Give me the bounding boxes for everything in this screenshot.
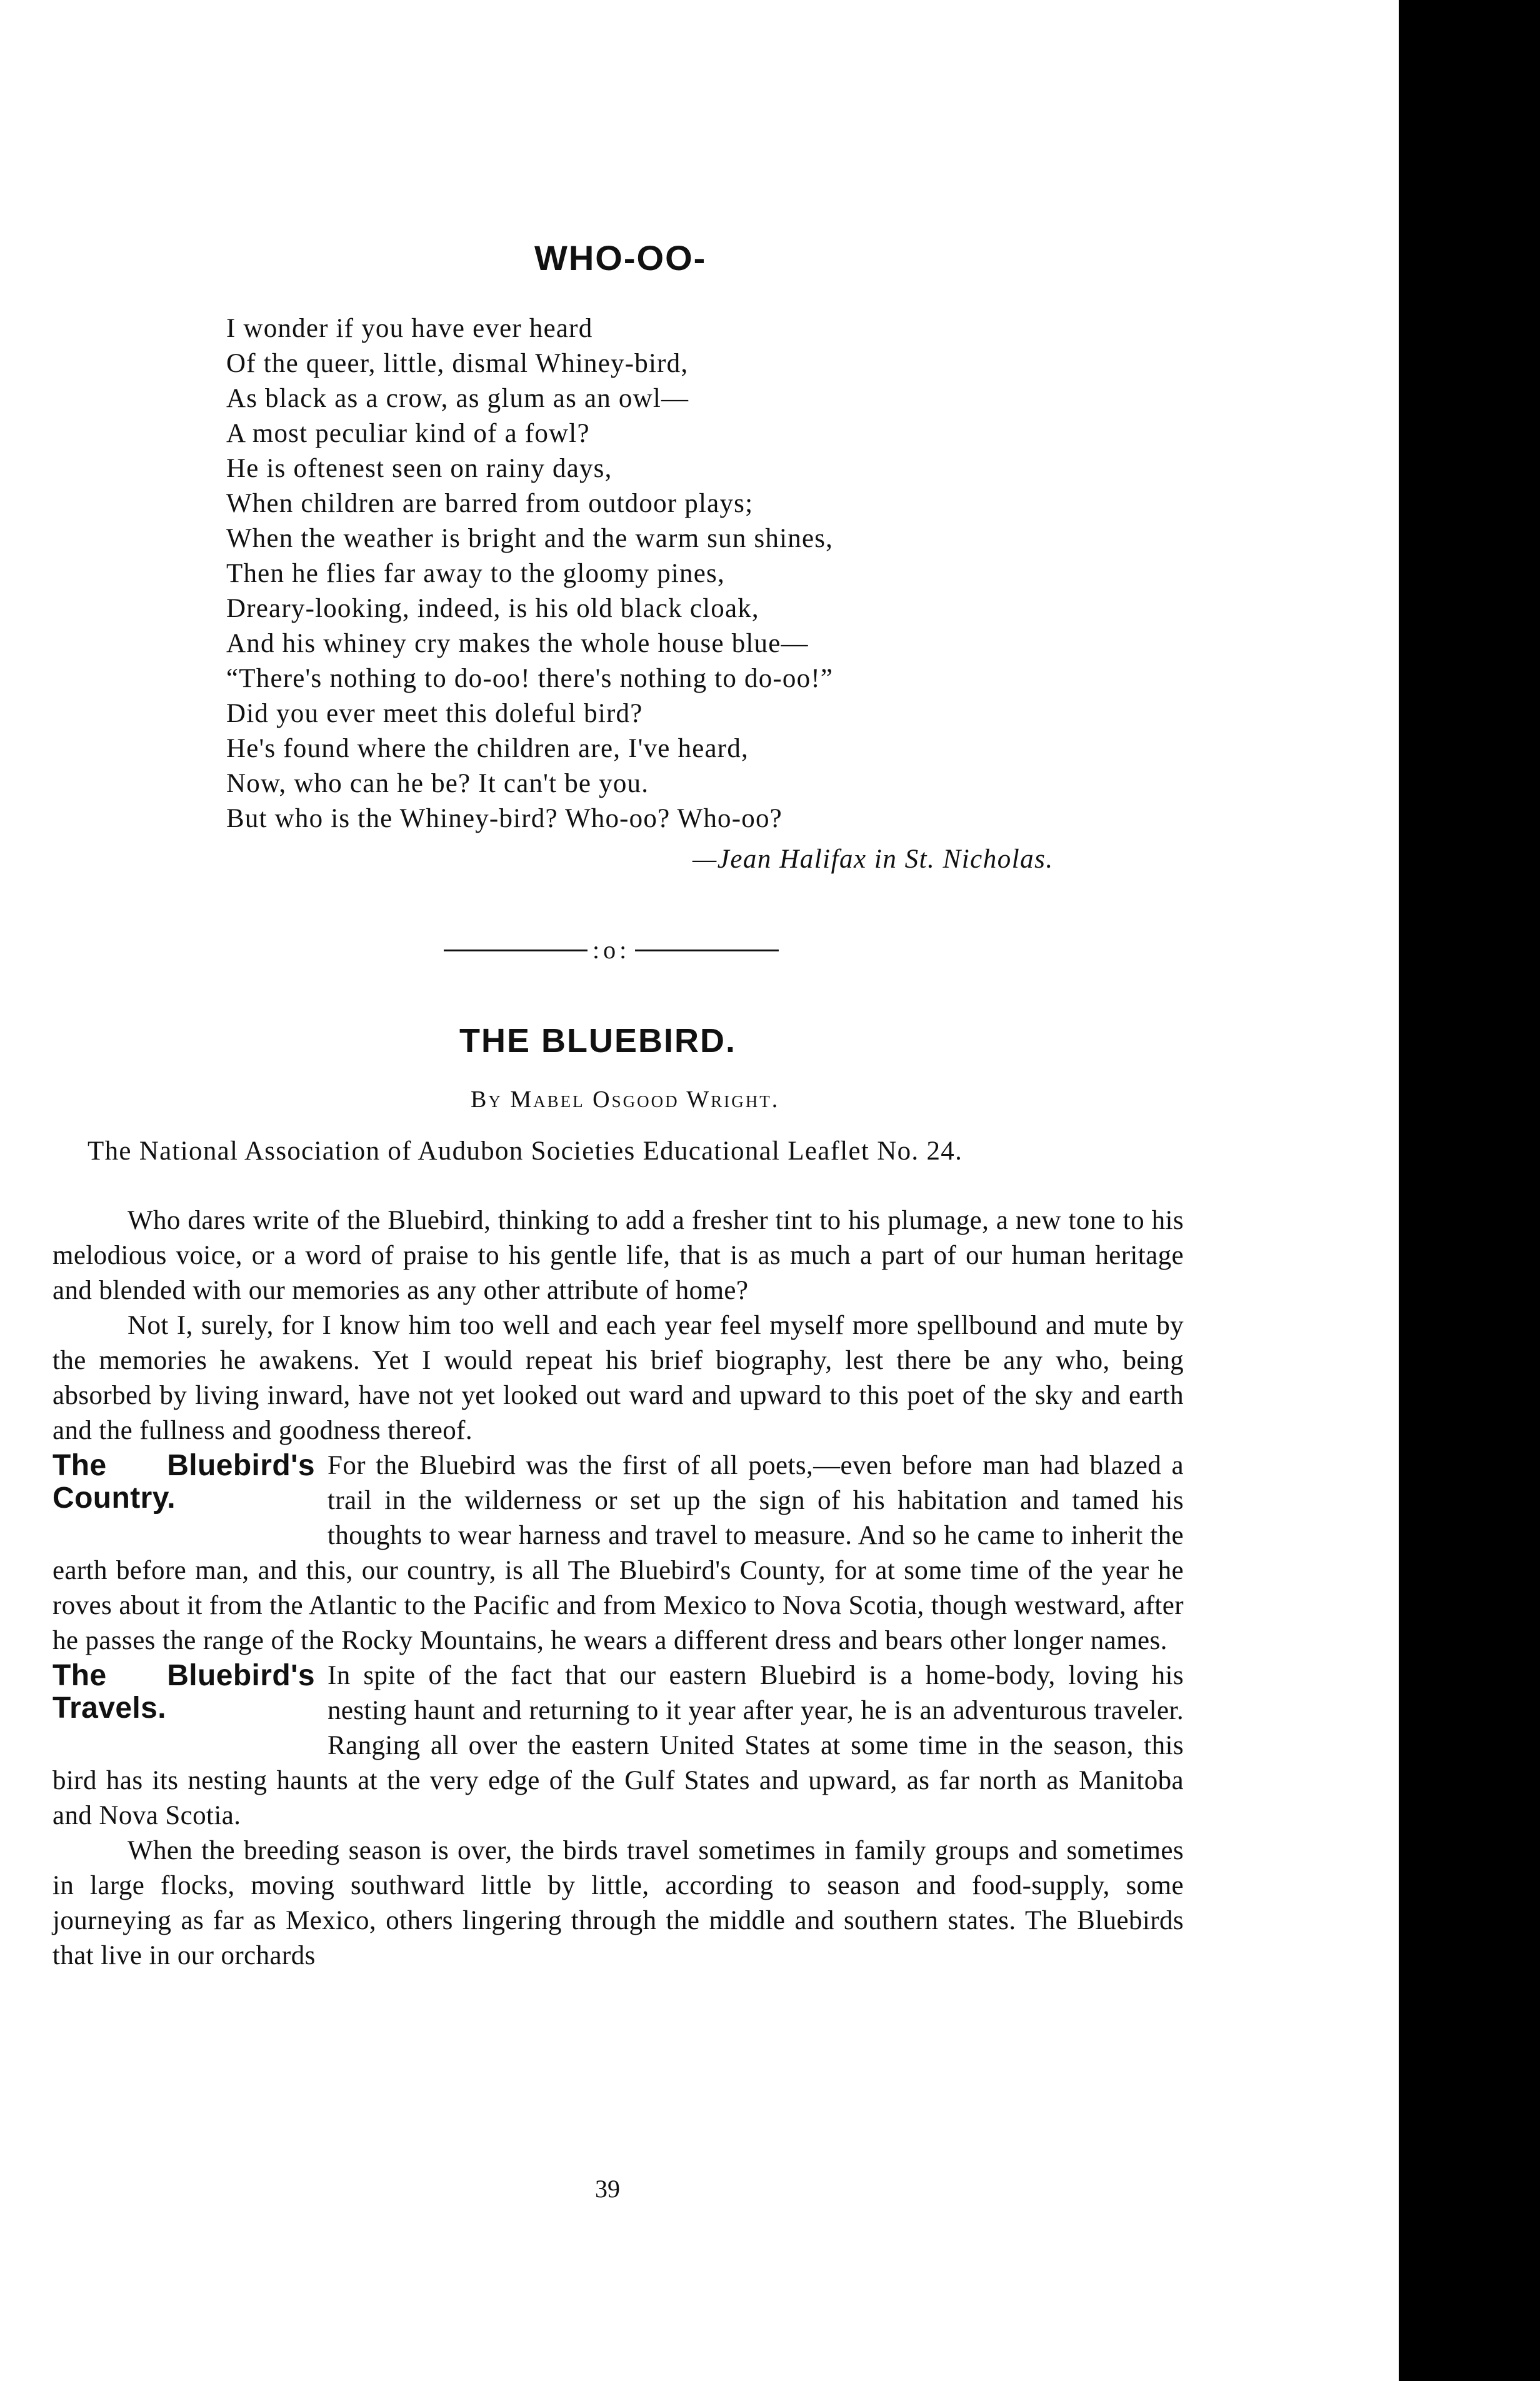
poem-line: When the weather is bright and the warm sun shines, bbox=[226, 524, 834, 553]
poem-line: Of the queer, little, dismal Whiney-bird, bbox=[226, 349, 689, 378]
poem-body bbox=[226, 311, 1164, 836]
paragraph: Who dares write of the Bluebird, thinking to add a fresher tint to his plumage, a new tone to his melodious voice, or a word of praise to his gentle life, that is as much a part of our human heritage and blended with our memories as any other attribute of home? bbox=[52, 1206, 1184, 1305]
poem-line: A most peculiar kind of a fowl? bbox=[226, 419, 590, 448]
page-number: 39 bbox=[595, 2175, 620, 2203]
paragraph-with-sidehead bbox=[52, 1448, 1184, 1658]
poem-title: WHO-OO- bbox=[534, 238, 707, 278]
poem-attribution: —Jean Halifax in St. Nicholas. bbox=[692, 845, 1054, 874]
poem-line: Dreary-looking, indeed, is his old black cloak, bbox=[226, 594, 759, 623]
article-title: THE BLUEBIRD. bbox=[459, 1022, 736, 1060]
poem-line: I wonder if you have ever heard bbox=[226, 314, 593, 343]
poem-line: As black as a crow, as glum as an owl— bbox=[226, 384, 689, 413]
scan-edge-bar bbox=[1399, 0, 1540, 2381]
poem-line: He's found where the children are, I've heard, bbox=[226, 734, 749, 763]
article-source: The National Association of Audubon Societies Educational Leaflet No. 24. bbox=[88, 1136, 963, 1166]
poem-line: But who is the Whiney-bird? Who-oo? Who-oo? bbox=[226, 804, 782, 833]
poem-line: Did you ever meet this doleful bird? bbox=[226, 699, 643, 728]
paragraph: When the breeding season is over, the birds travel sometimes in family groups and sometimes in large flocks, moving southward little by little, according to season and food-supply, some journeying as far as Mexico, others lingering through the middle and southern states. The Bluebirds that live in our orchards bbox=[52, 1836, 1184, 1970]
separator-rule-right bbox=[635, 950, 779, 951]
poem-line: Then he flies far away to the gloomy pines, bbox=[226, 559, 725, 588]
article-body bbox=[52, 1203, 1184, 1973]
article-byline: By Mabel Osgood Wright. bbox=[471, 1086, 780, 1113]
paragraph-text: For the Bluebird was the first of all poets,—even before man had blazed a trail in the wilderness or set up the sign of his habitation and tamed his thoughts to wear harness and travel to measure. And so he came to inherit the earth before man, and this, our country, is all The Bluebird's County, for at some time of the year he roves about it from the Atlantic to the Pacific and from Mexico to Nova Scotia, though westward, after he passes the range of the Rocky Mountains, he wears a different dress and bears other longer names. bbox=[52, 1451, 1184, 1655]
poem-line: “There's nothing to do-oo! there's nothing to do-oo!” bbox=[226, 664, 834, 693]
paragraph-text: In spite of the fact that our eastern Bluebird is a home-body, loving his nesting haunt and returning to it year after year, he is an adventurous traveler. Ranging all over the eastern United States at some time in the season, this bird has its nesting haunts at the very edge of the Gulf States and upward, as far north as Manitoba and Nova Scotia. bbox=[52, 1661, 1184, 1830]
section-separator bbox=[444, 938, 779, 963]
paragraph-with-sidehead bbox=[52, 1658, 1184, 1833]
poem-line: When children are barred from outdoor plays; bbox=[226, 489, 754, 518]
poem-line: He is oftenest seen on rainy days, bbox=[226, 454, 612, 483]
poem-line: Now, who can he be? It can't be you. bbox=[226, 769, 649, 798]
sidehead-travels: The Bluebird's Travels. bbox=[52, 1659, 315, 1725]
paragraph: Not I, surely, for I know him too well and each year feel myself more spellbound and mute by the memories he awakens. Yet I would repeat his brief biography, lest there be any who, being absorbed by living inward, have not yet looked out ward and upward to this poet of the sky and earth and the fullness and goodness thereof. bbox=[52, 1311, 1184, 1445]
separator-mark: :o: bbox=[592, 936, 631, 964]
poem-line: And his whiney cry makes the whole house blue— bbox=[226, 629, 809, 658]
separator-rule-left bbox=[444, 950, 588, 951]
sidehead-country: The Bluebird's Country. bbox=[52, 1449, 315, 1515]
